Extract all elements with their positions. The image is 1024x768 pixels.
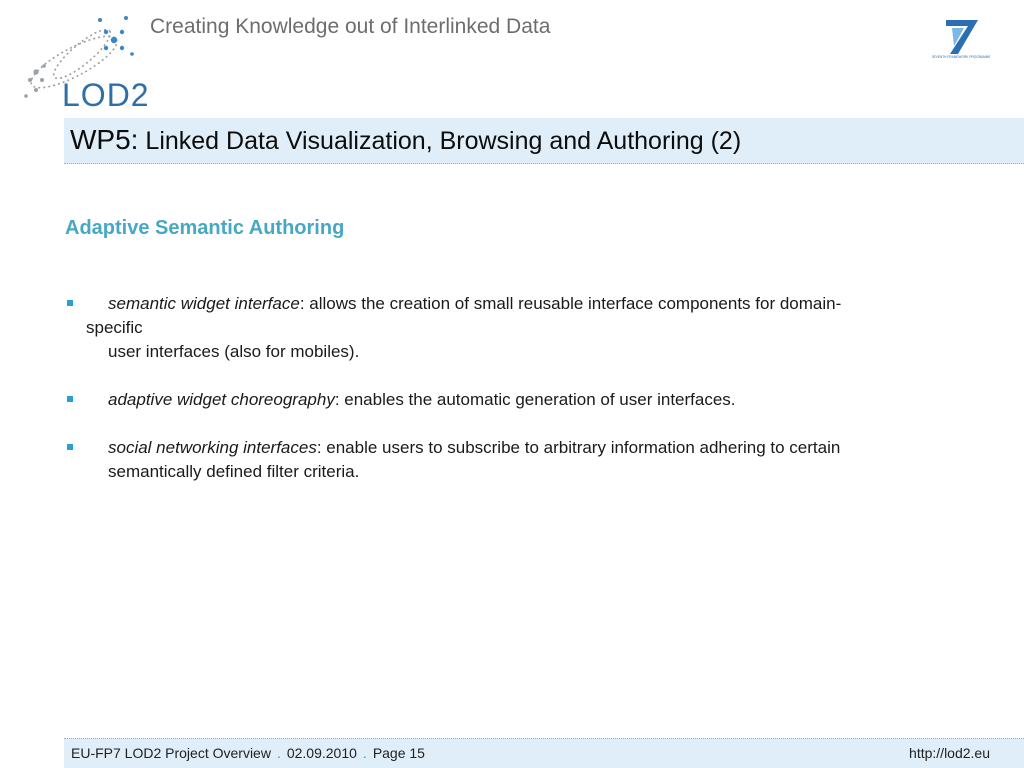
bullet-continuation: user interfaces (also for mobiles). xyxy=(108,342,360,361)
bullet-text: : allows the creation of small reusable interface components for domain- xyxy=(299,294,842,313)
bullet-square-icon xyxy=(67,444,73,450)
bullet-item xyxy=(65,388,985,412)
bullet-line xyxy=(65,436,985,460)
fp7-logo-text: SEVENTH FRAMEWORK PROGRAMME xyxy=(932,55,990,59)
lod2-logo-text: LOD2 xyxy=(62,77,150,110)
footer-date: 02.09.2010 xyxy=(286,745,357,761)
slide-title xyxy=(70,125,741,156)
bullet-square-icon xyxy=(67,300,73,306)
lod2-network-icon xyxy=(22,14,167,110)
bullet-square-icon xyxy=(67,396,73,402)
bullet-item xyxy=(65,292,985,364)
bullet-line xyxy=(65,388,985,412)
fp7-icon xyxy=(932,16,990,64)
bullet-continuation: semantically defined filter criteria. xyxy=(108,462,360,481)
slide-title-prefix: WP5: xyxy=(70,124,139,155)
section-subtitle: Adaptive Semantic Authoring xyxy=(65,217,345,239)
bullet-item xyxy=(65,436,985,484)
footer-separator: . xyxy=(276,745,281,761)
fp7-logo xyxy=(932,16,990,64)
header-tagline: Creating Knowledge out of Interlinked Data xyxy=(150,15,551,38)
bullet-continuation: specific xyxy=(86,318,143,337)
bullet-term: adaptive widget choreography xyxy=(108,390,335,409)
footer-bar xyxy=(64,738,1024,768)
footer-url-link[interactable]: http://lod2.eu xyxy=(909,745,990,761)
footer-page: Page 15 xyxy=(372,745,425,761)
bullet-text: : enable users to subscribe to arbitrary information adhering to certain xyxy=(316,438,841,457)
footer-info xyxy=(71,745,425,761)
bullet-list xyxy=(65,292,985,508)
title-bar xyxy=(64,118,1024,164)
bullet-line xyxy=(65,292,985,316)
footer-project: EU-FP7 LOD2 Project Overview xyxy=(71,745,271,761)
bullet-term: social networking interfaces xyxy=(108,438,317,457)
bullet-text: : enables the automatic generation of user interfaces. xyxy=(334,390,736,409)
lod2-logo xyxy=(22,14,167,110)
footer-separator: . xyxy=(362,745,367,761)
bullet-term: semantic widget interface xyxy=(108,294,300,313)
slide-title-text: Linked Data Visualization, Browsing and Authoring (2) xyxy=(138,127,742,155)
